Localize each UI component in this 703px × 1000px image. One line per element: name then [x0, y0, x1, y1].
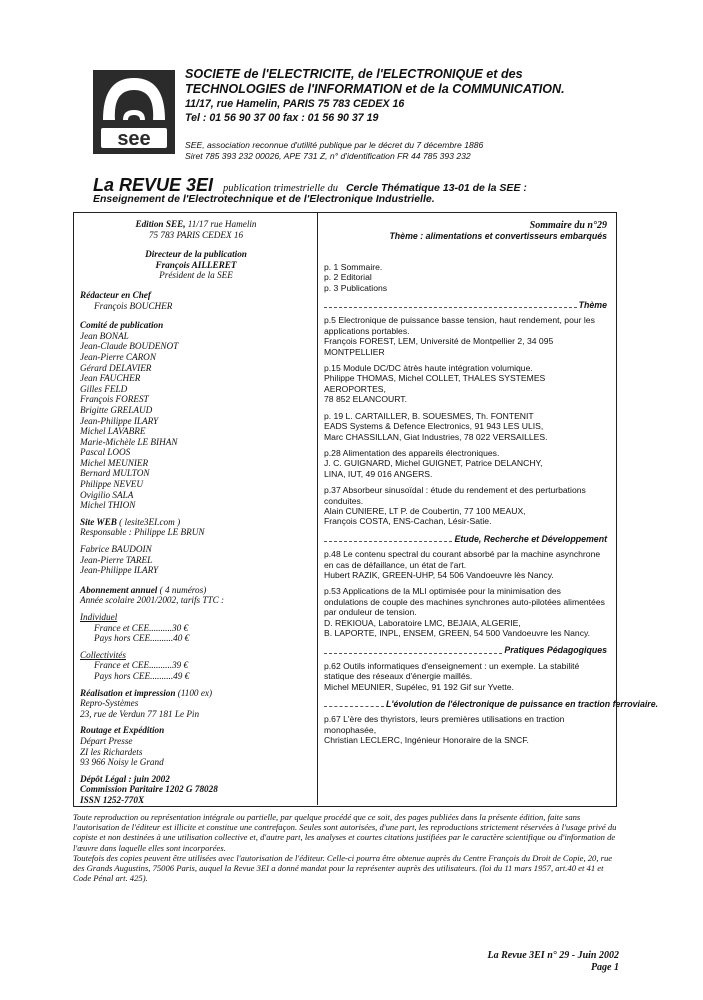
directeur-block	[80, 249, 312, 281]
revue-publication: publication trimestrielle du	[223, 183, 338, 194]
article-line: D. REKIOUA, Laboratoire LMC, BEJAIA, ALGERIE,	[324, 617, 521, 628]
article-entry	[324, 714, 607, 745]
section-label: Thème	[578, 300, 607, 311]
issue-reference: La Revue 3EI n° 29 - Juin 2002	[487, 950, 619, 961]
page-entry: p. 3 Publications	[324, 282, 388, 293]
section-header	[324, 534, 607, 544]
article-line: Philippe THOMAS, Michel COLLET, THALES SYSTEMES AEROPORTES,	[324, 373, 546, 394]
theme-title: Thème : alimentations et convertisseurs embarqués	[389, 231, 607, 242]
article-entry	[324, 448, 607, 479]
article-line: Michel MEUNIER, Supélec, 91 192 Gif sur Yvette.	[324, 681, 514, 692]
comite-member: Bernard MULTON	[80, 468, 150, 479]
page-entry: p. 2 Editorial	[324, 272, 372, 283]
comite-member: Brigitte GRELAUD	[80, 404, 153, 415]
comite-member: Michel MEUNIER	[80, 457, 149, 468]
routage-line: ZI les Richardets	[80, 746, 143, 757]
commission-paritaire: Commission Paritaire 1202 G 78028	[80, 784, 218, 795]
org-name-line1: SOCIETE de l'ELECTRICITE, de l'ELECTRONIQUE et des	[185, 67, 523, 81]
article-line: p.5 Electronique de puissance basse tension, haut rendement, pour les applications portables.	[324, 315, 595, 336]
article-line: LINA, IUT, 49 016 ANGERS.	[324, 468, 433, 479]
routage-line: 93 966 Noisy le Grand	[80, 757, 164, 768]
directeur-name: François AILLERET	[155, 259, 237, 270]
article-line: p.62 Outils informatiques d'enseignement : un exemple. La stabilité statique des réseaux d'énergie maillés.	[324, 660, 580, 682]
individuel-hors: Pays hors CEE..........40 €	[94, 633, 190, 644]
article-entry	[324, 363, 607, 405]
legal-paragraph: Toute reproduction ou représentation intégrale ou partielle, par quelque procédé que ce soit, des pages publiées dans la présente édition, faite sans l'autorisation de l'éditeur est illicite et constitue une contrefaçon. Seules sont autorisées, d'une part, les reproductions strictement réservées à l'usage privé du copiste et non destinées à une utilisation collective et, d'autre part, les analyses et courtes citations justifiées par le caractère scientifique ou d'information de l'œuvre dans laquelle elles sont incorporées.	[73, 812, 617, 853]
realisation-label: Réalisation et impression	[80, 687, 176, 698]
comite-member: Gérard DELAVIER	[80, 362, 152, 373]
org-address: 11/17, rue Hamelin, PARIS 75 783 CEDEX 16	[185, 98, 405, 110]
abonnement-block	[80, 585, 312, 682]
legal-paragraph: Toutefois des copies peuvent être utilisées avec l'autorisation de l'éditeur. Celle-ci pourra être obtenue auprès du Centre François du Droit de Copie, 20, rue des Grands Augustins, 75006 Paris, auquel la Revue 3EI a donné mandat pour la représenter auprès des utilisateurs. (loi du 11 mars 1957, art.40 et 41 et Code Pénal art. 425).	[73, 852, 613, 884]
comite-member: Gilles FELD	[80, 383, 128, 394]
article-line: p.28 Alimentation des appareils électroniques.	[324, 447, 500, 458]
routage-label: Routage et Expédition	[80, 725, 165, 736]
comite-member: Marie-Michèle LE BIHAN	[80, 436, 178, 447]
realisation-block	[80, 688, 312, 720]
comite-member: Pascal LOOS	[80, 447, 131, 458]
article-line: Christian LECLERC, Ingénieur Honoraire de la SNCF.	[324, 735, 529, 746]
page-footer	[487, 950, 619, 974]
revue-title: La REVUE 3EI	[93, 175, 214, 195]
revue-cercle: Cercle Thématique 13-01 de la SEE :	[345, 182, 527, 194]
article-line: B. LAPORTE, INPL, ENSEM, GREEN, 54 500 Vandoeuvre les Nancy.	[324, 628, 591, 638]
article-entry	[324, 315, 607, 357]
org-name-line2: TECHNOLOGIES de l'INFORMATION et de la COMMUNICATION.	[185, 82, 565, 96]
edition-label: Edition SEE,	[135, 219, 186, 229]
comite-member: Philippe NEVEU	[80, 479, 144, 490]
collectivites-label: Collectivités	[80, 649, 126, 660]
comite-member: Jean-Philippe ILARY	[80, 415, 159, 426]
abonnement-label: Abonnement annuel	[80, 584, 158, 595]
comite-label: Comité de publication	[80, 320, 164, 331]
article-entry	[324, 485, 607, 527]
article-line: François FOREST, LEM, Université de Montpellier 2, 34 095 MONTPELLIER	[324, 336, 554, 357]
article-line: J. C. GUIGNARD, Michel GUIGNET, Patrice DELANCHY,	[324, 458, 543, 469]
svg-text:see: see	[117, 128, 151, 150]
organisation-header	[185, 67, 665, 125]
web-label: Site WEB	[80, 516, 117, 527]
page-number: Page 1	[590, 962, 619, 973]
see-logo	[93, 70, 175, 154]
revue-subtitle: Enseignement de l'Electrotechnique et de l'Electronique Industrielle.	[93, 193, 435, 205]
article-line: p.67 L'ère des thyristors, leurs premières utilisations en traction monophasée,	[324, 714, 565, 735]
comite-block	[80, 320, 312, 511]
article-line: Hubert RAZIK, GREEN-UHP, 54 506 Vandoeuvre lès Nancy.	[324, 569, 554, 580]
comite-member: François FOREST	[80, 394, 149, 405]
association-info	[185, 140, 685, 161]
article-line: p.37 Absorbeur sinusoïdal : étude du rendement et des perturbations conduites.	[324, 485, 586, 506]
association-line2: Siret 785 393 232 00026, APE 731 Z, n° d'identification FR 44 785 393 232	[185, 150, 471, 161]
redacteur-label: Rédacteur en Chef	[80, 289, 151, 300]
directeur-role: Président de la SEE	[159, 270, 233, 281]
realisation-line: Repro-Systèmes	[80, 698, 139, 709]
issn: ISSN 1252-770X	[80, 794, 145, 805]
article-line: p.53 Applications de la MLI optimisée pour la minimisation des ondulations de couple des machines synchrones auto-pilotées alimentées par onduleur de tension.	[324, 586, 605, 618]
abonnement-year: Année scolaire 2001/2002, tarifs TTC :	[80, 595, 225, 606]
comite-member: Jean BONAL	[80, 330, 129, 341]
individuel-label: Individuel	[80, 612, 118, 622]
redacteur-block	[80, 290, 312, 311]
article-entry	[324, 586, 607, 638]
web-block	[80, 517, 312, 576]
depot-block	[80, 774, 312, 806]
routage-block	[80, 725, 312, 767]
web-member: Fabrice BAUDOIN	[80, 544, 152, 555]
comite-member: Michel THION	[80, 500, 136, 511]
section-label: Etude, Recherche et Développement	[454, 533, 607, 544]
article-line: Alain CUNIERE, LT P. de Coubertin, 77 100 MEAUX,	[324, 505, 526, 516]
comite-member: Jean-Claude BOUDENOT	[80, 341, 179, 352]
article-line: François COSTA, ENS-Cachan, Lésir-Satie.	[324, 516, 492, 527]
section-label: L'évolution de l'électronique de puissance en traction ferroviaire.	[386, 699, 659, 710]
collectivites-france: France et CEE..........39 €	[94, 660, 189, 671]
sommaire-title: Sommaire du n°29	[529, 220, 607, 231]
comite-member: Jean-Pierre CARON	[80, 351, 156, 362]
article-entry	[324, 411, 607, 442]
edition-address2: 75 783 PARIS CEDEX 16	[148, 229, 244, 240]
individuel-france: France et CEE..........30 €	[94, 622, 189, 633]
legal-notice	[73, 812, 618, 883]
page-entry: p. 1 Sommaire.	[324, 261, 383, 272]
masthead-column	[80, 219, 312, 806]
edition-block	[80, 219, 312, 240]
article-line: Marc CHASSILLAN, Giat Industries, 78 022 VERSAILLES.	[324, 431, 548, 442]
directeur-label: Directeur de la publication	[145, 249, 247, 260]
article-line: p.15 Module DC/DC àtrès haute intégration volumique.	[324, 363, 533, 374]
article-line: p. 19 L. CARTAILLER, B. SOUESMES, Th. FONTENIT	[324, 410, 534, 421]
article-line: p.48 Le contenu spectral du courant absorbé par la machine asynchrone en cas de défaillance, un état de l'art.	[324, 549, 601, 570]
section-label: Pratiques Pédagogiques	[504, 645, 607, 656]
edition-address1: 11/17 rue Hamelin	[187, 219, 257, 229]
routage-line: Départ Presse	[80, 735, 133, 746]
collectivites-hors: Pays hors CEE..........49 €	[94, 670, 190, 681]
article-line: EADS Systems & Defence Electronics, 91 943 LES ULIS,	[324, 421, 544, 432]
column-divider	[317, 213, 318, 805]
section-header	[324, 645, 607, 655]
realisation-line: 23, rue de Verdun 77 181 Le Pin	[80, 708, 200, 719]
web-url: ( lesite3EI.com )	[119, 516, 181, 527]
article-entry	[324, 549, 607, 580]
sommaire-column	[324, 220, 659, 752]
web-member: Jean-Philippe ILARY	[80, 565, 159, 576]
comite-member: Ovigilio SALA	[80, 489, 134, 500]
article-line: 78 852 ELANCOURT.	[324, 394, 407, 405]
main-frame	[73, 212, 659, 807]
web-member: Jean-Pierre TAREL	[80, 554, 153, 565]
section-header	[324, 699, 659, 710]
page-list	[324, 262, 607, 293]
article-entry	[324, 661, 607, 692]
comite-member: Michel LAVABRE	[80, 426, 146, 437]
web-responsable: Responsable : Philippe LE BRUN	[80, 527, 205, 538]
org-phone: Tel : 01 56 90 37 00 fax : 01 56 90 37 19	[185, 112, 379, 124]
redacteur-name: François BOUCHER	[94, 300, 173, 311]
association-line1: SEE, association reconnue d'utilité publique par le décret du 7 décembre 1886	[185, 140, 484, 150]
realisation-count: (1100 ex)	[177, 687, 213, 698]
comite-member: Jean FAUCHER	[80, 373, 141, 384]
section-header	[324, 300, 607, 310]
abonnement-count: ( 4 numéros)	[159, 584, 207, 595]
depot-legal: Dépôt Légal : juin 2002	[80, 773, 170, 784]
